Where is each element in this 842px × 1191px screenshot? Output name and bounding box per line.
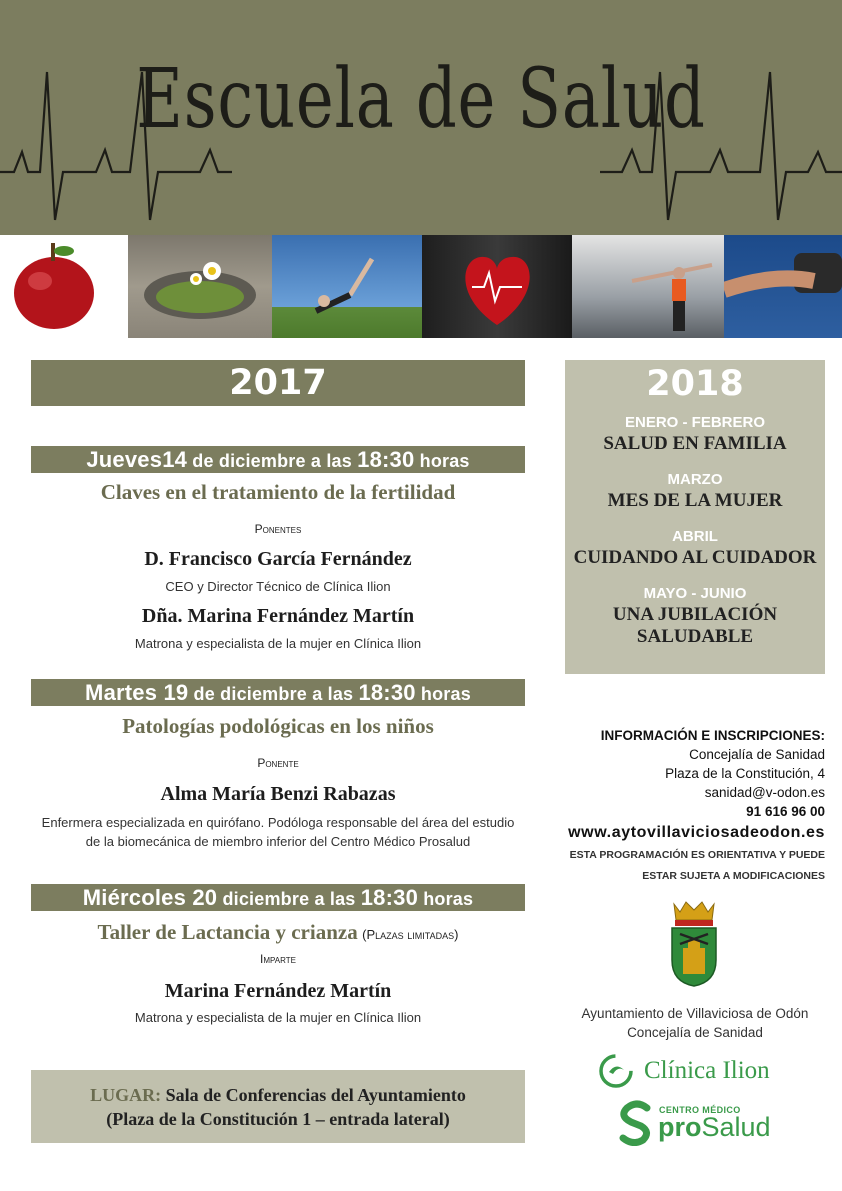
header-banner <box>0 0 842 235</box>
blood-pressure-photo <box>724 235 842 338</box>
event-3-role: Imparte <box>260 952 296 966</box>
event-3-weekday: Miércoles <box>82 885 193 910</box>
ayuntamiento-block <box>560 1004 830 1042</box>
event-2-time: 18:30 <box>358 680 416 705</box>
event-2-month: de diciembre a las <box>188 684 359 704</box>
event-3-title-note: (Plazas limitadas) <box>362 927 459 942</box>
ilion-swirl-icon <box>598 1054 634 1088</box>
info-address: Plaza de la Constitución, 4 <box>665 766 825 781</box>
lugar-place: Sala de Conferencias del Ayuntamiento <box>161 1085 466 1105</box>
person-stretching-icon <box>272 235 422 338</box>
event-3-month: diciembre a las <box>217 889 361 909</box>
prosalud-pro-text: pro <box>658 1112 702 1142</box>
page-title: Escuela de Salud <box>136 52 706 147</box>
event-2-speaker-1-desc-line1: Enfermera especializada en quirófano. Podóloga responsable del área del estudio <box>41 815 515 830</box>
event-1-weekday: Jueves <box>86 447 163 472</box>
event-1-role: Ponentes <box>254 522 302 536</box>
year-2018-heading: 2018 <box>646 364 744 404</box>
event-1-speaker-2-name: Dña. Marina Fernández Martín <box>141 605 415 627</box>
runner-icon <box>572 235 724 338</box>
event-1-speaker-1-desc: CEO y Director Técnico de Clínica Ilion <box>165 579 391 594</box>
photo-strip <box>0 235 842 338</box>
info-phone: 91 616 96 00 <box>746 804 825 819</box>
program-2018-month-3: ABRIL <box>672 528 718 545</box>
event-3-title: Taller de Lactancia y crianza <box>97 920 358 944</box>
event-2-hours-label: horas <box>415 684 471 704</box>
blood-pressure-icon <box>724 235 842 338</box>
clinica-ilion-logo <box>598 1054 798 1088</box>
event-1-month: de diciembre a las <box>187 451 358 471</box>
program-2018-theme-2: MES DE LA MUJER <box>607 490 783 511</box>
program-2018-month-4: MAYO - JUNIO <box>643 585 747 602</box>
lugar-label: LUGAR: <box>90 1085 162 1105</box>
lugar-box <box>31 1070 525 1143</box>
program-2018-box <box>565 360 825 674</box>
info-note-line1: ESTA PROGRAMACIÓN ES ORIENTATIVA Y PUEDE <box>569 849 825 861</box>
program-2018-theme-4: UNA JUBILACIÓN SALUDABLE <box>612 604 778 647</box>
info-heading: INFORMACIÓN E INSCRIPCIONES: <box>600 728 825 743</box>
lugar-line1 <box>31 1083 525 1107</box>
event-2-role: Ponente <box>257 756 299 770</box>
coat-of-arms-icon <box>666 898 722 988</box>
heart-icon <box>422 235 572 338</box>
info-concejalia: Concejalía de Sanidad <box>689 747 825 762</box>
lugar-address: (Plaza de la Constitución 1 – entrada lateral) <box>106 1109 450 1129</box>
prosalud-logo <box>617 1100 787 1148</box>
year-2017-banner: 2017 <box>31 360 525 406</box>
apple-icon <box>0 235 128 338</box>
ayuntamiento-name: Ayuntamiento de Villaviciosa de Odón <box>581 1006 809 1021</box>
program-2018-month-1: ENERO - FEBRERO <box>624 414 765 431</box>
program-2018-month-2: MARZO <box>667 471 723 488</box>
prosalud-wordmark <box>658 1112 771 1143</box>
event-1-speaker-1-name: D. Francisco García Fernández <box>144 548 412 570</box>
event-1-time: 18:30 <box>357 447 415 472</box>
prosalud-subtitle: CENTRO MÉDICO <box>659 1105 741 1115</box>
ayuntamiento-dept: Concejalía de Sanidad <box>627 1025 763 1040</box>
prosalud-salud-text: Salud <box>701 1112 771 1142</box>
event-3-speaker-1-name: Marina Fernández Martín <box>164 980 392 1002</box>
event-3-date-bar <box>31 884 525 911</box>
heart-photo <box>422 235 572 338</box>
event-3-title-row <box>31 920 525 945</box>
event-3-hours-label: horas <box>418 889 474 909</box>
flower-icon <box>128 235 272 338</box>
event-2-weekday: Martes <box>85 680 164 705</box>
info-email[interactable]: sanidad@v-odon.es <box>704 785 825 800</box>
woman-stretching-photo <box>572 235 724 338</box>
yoga-photo <box>272 235 422 338</box>
flower-photo <box>128 235 272 338</box>
event-3-day: 20 <box>192 885 218 910</box>
event-2-day: 19 <box>163 680 189 705</box>
event-1-day: 14 <box>162 447 188 472</box>
info-note-line2: ESTAR SUJETA A MODIFICACIONES <box>642 870 825 882</box>
event-1-hours-label: horas <box>414 451 470 471</box>
event-3-time: 18:30 <box>360 885 419 910</box>
program-2018-theme-3: CUIDANDO AL CUIDADOR <box>573 547 817 568</box>
apple-photo <box>0 235 128 338</box>
program-2018-theme-1: SALUD EN FAMILIA <box>603 433 787 454</box>
event-2-speaker-1-name: Alma María Benzi Rabazas <box>160 783 396 805</box>
event-1-date-bar <box>31 446 525 473</box>
event-1-title: Claves en el tratamiento de la fertilidad <box>100 480 456 504</box>
info-block <box>560 726 825 887</box>
event-2-date-bar <box>31 679 525 706</box>
event-2-title: Patologías podológicas en los niños <box>122 714 434 738</box>
clinica-ilion-text: Clínica Ilion <box>644 1057 770 1084</box>
event-2-speaker-1-desc-line2: de la biomecánica de miembro inferior del Centro Médico Prosalud <box>85 834 471 849</box>
event-3-speaker-1-desc: Matrona y especialista de la mujer en Clínica Ilion <box>134 1010 422 1025</box>
prosalud-s-icon <box>617 1100 655 1146</box>
event-1-speaker-2-desc: Matrona y especialista de la mujer en Clínica Ilion <box>134 636 422 651</box>
info-website-link[interactable]: www.aytovillaviciosadeodon.es <box>568 824 825 841</box>
